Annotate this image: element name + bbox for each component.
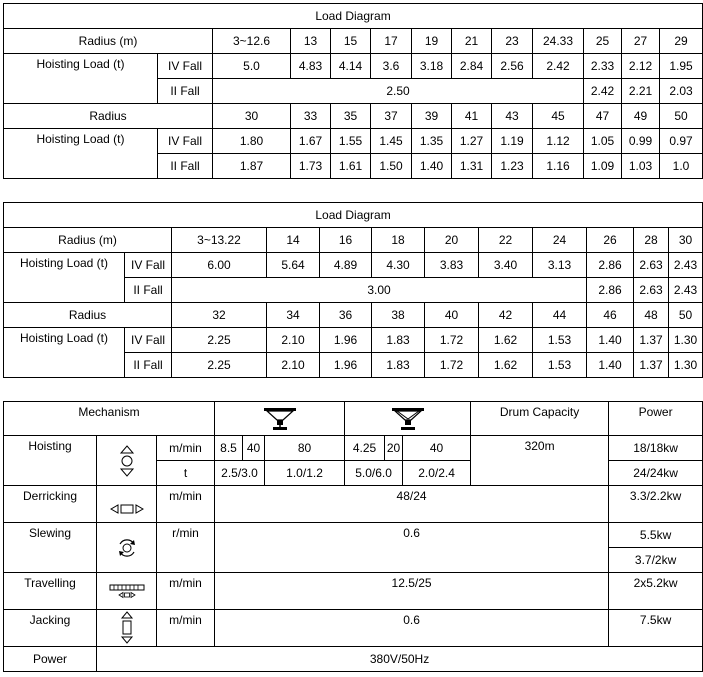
load-cell: 1.62 xyxy=(479,328,533,353)
hoist-load-cell: 2.5/3.0 xyxy=(215,461,265,486)
radius-cell: 23 xyxy=(492,29,533,54)
hoisting-load-label: Hoisting Load (t) xyxy=(4,129,158,179)
radius-cell: 22 xyxy=(479,228,533,253)
load-cell: 4.83 xyxy=(291,54,331,79)
hoisting-label: Hoisting xyxy=(4,436,97,486)
radius-cell: 3~12.6 xyxy=(213,29,291,54)
hoist-speed-cell: 40 xyxy=(403,436,471,461)
load-cell: 2.86 xyxy=(587,253,634,278)
radius-cell: 17 xyxy=(371,29,412,54)
hoisting-load-label: Hoisting Load (t) xyxy=(4,54,158,104)
load-cell: 1.40 xyxy=(587,353,634,378)
load-cell: 1.50 xyxy=(371,154,412,179)
jacking-icon-cell xyxy=(97,610,157,647)
load-cell: 2.33 xyxy=(584,54,622,79)
radius-cell: 36 xyxy=(320,303,372,328)
radius-cell: 16 xyxy=(320,228,372,253)
radius-cell: 47 xyxy=(584,104,622,129)
mechanism-table xyxy=(3,401,703,672)
radius-cell: 37 xyxy=(371,104,412,129)
jacking-unit: m/min xyxy=(157,610,215,647)
hoisting-icon-cell xyxy=(97,436,157,486)
load-cell: 3.83 xyxy=(425,253,479,278)
load-cell: 1.83 xyxy=(372,328,425,353)
load-cell: 1.72 xyxy=(425,328,479,353)
radius-cell: 34 xyxy=(267,303,320,328)
ii-fall-label: II Fall xyxy=(158,79,213,104)
drum-capacity-value: 320m xyxy=(471,436,609,486)
hoist-speed-cell: 4.25 xyxy=(345,436,385,461)
load-cell: 1.09 xyxy=(584,154,622,179)
load-cell: 1.72 xyxy=(425,353,479,378)
jacking-value: 0.6 xyxy=(215,610,609,647)
mechanism-header: Mechanism xyxy=(4,402,215,436)
radius-cell: 40 xyxy=(425,303,479,328)
radius-cell: 32 xyxy=(172,303,267,328)
radius-cell: 45 xyxy=(533,104,584,129)
radius-cell: 14 xyxy=(267,228,320,253)
iv-fall-label: IV Fall xyxy=(158,54,213,79)
load-cell-merged: 2.50 xyxy=(213,79,584,104)
hoisting-load-unit: t xyxy=(157,461,215,486)
drum-capacity-header: Drum Capacity xyxy=(471,402,609,436)
load-cell-merged: 3.00 xyxy=(172,278,587,303)
radius-cell: 44 xyxy=(533,303,587,328)
hoist-speed-cell: 20 xyxy=(385,436,403,461)
load-diagram-title: Load Diagram xyxy=(4,4,703,29)
derricking-label: Derricking xyxy=(4,486,97,523)
load-cell: 2.56 xyxy=(492,54,533,79)
load-cell: 2.86 xyxy=(587,278,634,303)
radius-cell: 33 xyxy=(291,104,331,129)
load-cell: 1.12 xyxy=(533,129,584,154)
radius-cell: 15 xyxy=(331,29,371,54)
hoist-load-cell: 2.0/2.4 xyxy=(403,461,471,486)
hoist-load-cell: 1.0/1.2 xyxy=(265,461,345,486)
hoist-arrows-icon xyxy=(119,444,135,478)
radius-cell: 39 xyxy=(412,104,452,129)
load-cell: 1.61 xyxy=(331,154,371,179)
jacking-icon xyxy=(120,611,134,645)
load-cell: 1.40 xyxy=(412,154,452,179)
radius-cell: 18 xyxy=(372,228,425,253)
load-cell: 3.13 xyxy=(533,253,587,278)
load-cell: 1.16 xyxy=(533,154,584,179)
radius-cell: 13 xyxy=(291,29,331,54)
radius-cell: 21 xyxy=(452,29,492,54)
radius-cell: 27 xyxy=(622,29,660,54)
iv-fall-label: IV Fall xyxy=(125,253,172,278)
radius-cell: 35 xyxy=(331,104,371,129)
load-cell: 2.10 xyxy=(267,328,320,353)
load-cell: 3.40 xyxy=(479,253,533,278)
load-cell: 4.89 xyxy=(320,253,372,278)
radius-label: Radius xyxy=(4,303,172,328)
derricking-icon-cell xyxy=(97,486,157,523)
radius-cell: 50 xyxy=(669,303,703,328)
ii-fall-label: II Fall xyxy=(125,278,172,303)
travelling-power: 2x5.2kw xyxy=(609,573,703,610)
load-cell: 5.64 xyxy=(267,253,320,278)
load-cell: 1.37 xyxy=(634,328,669,353)
iv-fall-label: IV Fall xyxy=(158,129,213,154)
load-cell: 1.62 xyxy=(479,353,533,378)
slewing-value: 0.6 xyxy=(215,523,609,573)
derricking-unit: m/min xyxy=(157,486,215,523)
travelling-unit: m/min xyxy=(157,573,215,610)
load-cell: 1.05 xyxy=(584,129,622,154)
hoisting-speed-unit: m/min xyxy=(157,436,215,461)
radius-cell: 3~13.22 xyxy=(172,228,267,253)
slewing-power-2: 3.7/2kw xyxy=(609,548,703,573)
travelling-icon xyxy=(109,583,145,599)
radius-cell: 25 xyxy=(584,29,622,54)
load-cell: 1.55 xyxy=(331,129,371,154)
radius-cell: 26 xyxy=(587,228,634,253)
load-cell: 1.19 xyxy=(492,129,533,154)
radius-cell: 48 xyxy=(634,303,669,328)
radius-cell: 24 xyxy=(533,228,587,253)
hoist-speed-cell: 8.5 xyxy=(215,436,243,461)
load-cell: 2.42 xyxy=(584,79,622,104)
jacking-power: 7.5kw xyxy=(609,610,703,647)
hoisting-load-label: Hoisting Load (t) xyxy=(4,328,125,378)
load-diagram-table-2 xyxy=(3,202,703,378)
hoist-load-cell: 5.0/6.0 xyxy=(345,461,403,486)
iv-fall-label: IV Fall xyxy=(125,328,172,353)
load-cell: 1.0 xyxy=(660,154,703,179)
load-cell: 2.25 xyxy=(172,328,267,353)
load-cell: 3.6 xyxy=(371,54,412,79)
load-cell: 1.73 xyxy=(291,154,331,179)
load-cell: 1.30 xyxy=(669,353,703,378)
load-cell: 1.83 xyxy=(372,353,425,378)
load-cell: 2.12 xyxy=(622,54,660,79)
load-cell: 1.35 xyxy=(412,129,452,154)
load-cell: 4.30 xyxy=(372,253,425,278)
load-cell: 2.10 xyxy=(267,353,320,378)
load-cell: 1.96 xyxy=(320,353,372,378)
radius-cell: 50 xyxy=(660,104,703,129)
load-cell: 1.37 xyxy=(634,353,669,378)
radius-cell: 30 xyxy=(213,104,291,129)
load-cell: 2.84 xyxy=(452,54,492,79)
travelling-label: Travelling xyxy=(4,573,97,610)
power-value: 380V/50Hz xyxy=(97,647,703,672)
radius-label: Radius xyxy=(4,104,213,129)
power-label: Power xyxy=(4,647,97,672)
load-cell: 1.53 xyxy=(533,353,587,378)
load-cell: 1.45 xyxy=(371,129,412,154)
load-cell: 1.53 xyxy=(533,328,587,353)
ii-fall-label: II Fall xyxy=(125,353,172,378)
load-cell: 2.43 xyxy=(669,253,703,278)
load-cell: 1.95 xyxy=(660,54,703,79)
hoisting-load-label: Hoisting Load (t) xyxy=(4,253,125,303)
load-cell: 2.03 xyxy=(660,79,703,104)
load-cell: 2.43 xyxy=(669,278,703,303)
load-cell: 2.25 xyxy=(172,353,267,378)
radius-cell: 46 xyxy=(587,303,634,328)
load-cell: 1.80 xyxy=(213,129,291,154)
load-cell: 6.00 xyxy=(172,253,267,278)
load-cell: 1.40 xyxy=(587,328,634,353)
derricking-power: 3.3/2.2kw xyxy=(609,486,703,523)
load-cell: 3.18 xyxy=(412,54,452,79)
radius-cell: 24.33 xyxy=(533,29,584,54)
radius-cell: 20 xyxy=(425,228,479,253)
load-cell: 1.03 xyxy=(622,154,660,179)
radius-cell: 49 xyxy=(622,104,660,129)
load-cell: 1.23 xyxy=(492,154,533,179)
load-cell: 2.63 xyxy=(634,278,669,303)
iv-fall-hook-header xyxy=(215,402,345,436)
load-cell: 4.14 xyxy=(331,54,371,79)
hoist-speed-cell: 40 xyxy=(243,436,265,461)
slewing-icon-cell xyxy=(97,523,157,573)
radius-cell: 28 xyxy=(634,228,669,253)
hook-iv-fall-icon xyxy=(263,406,297,432)
radius-cell: 42 xyxy=(479,303,533,328)
load-cell: 1.30 xyxy=(669,328,703,353)
load-cell: 1.27 xyxy=(452,129,492,154)
radius-cell: 43 xyxy=(492,104,533,129)
load-cell: 5.0 xyxy=(213,54,291,79)
radius-cell: 41 xyxy=(452,104,492,129)
load-cell: 0.99 xyxy=(622,129,660,154)
hoisting-power-1: 18/18kw xyxy=(609,436,703,461)
load-cell: 1.67 xyxy=(291,129,331,154)
jacking-label: Jacking xyxy=(4,610,97,647)
radius-cell: 19 xyxy=(412,29,452,54)
derricking-value: 48/24 xyxy=(215,486,609,523)
load-cell: 0.97 xyxy=(660,129,703,154)
hoisting-power-2: 24/24kw xyxy=(609,461,703,486)
travelling-value: 12.5/25 xyxy=(215,573,609,610)
load-diagram-title: Load Diagram xyxy=(4,203,703,228)
load-cell: 1.87 xyxy=(213,154,291,179)
ii-fall-label: II Fall xyxy=(158,154,213,179)
derricking-arrows-icon xyxy=(110,503,144,515)
ii-fall-hook-header xyxy=(345,402,471,436)
load-cell: 2.63 xyxy=(634,253,669,278)
load-cell: 1.96 xyxy=(320,328,372,353)
load-cell: 1.31 xyxy=(452,154,492,179)
slewing-unit: r/min xyxy=(157,523,215,573)
slewing-power-1: 5.5kw xyxy=(609,523,703,548)
slewing-label: Slewing xyxy=(4,523,97,573)
hoist-speed-cell: 80 xyxy=(265,436,345,461)
radius-cell: 29 xyxy=(660,29,703,54)
radius-label: Radius (m) xyxy=(4,228,172,253)
slewing-icon xyxy=(116,537,138,559)
radius-label: Radius (m) xyxy=(4,29,213,54)
hook-ii-fall-icon xyxy=(391,406,425,432)
power-header: Power xyxy=(609,402,703,436)
load-diagram-table-1 xyxy=(3,3,703,179)
load-cell: 2.21 xyxy=(622,79,660,104)
load-cell: 2.42 xyxy=(533,54,584,79)
radius-cell: 38 xyxy=(372,303,425,328)
radius-cell: 30 xyxy=(669,228,703,253)
travelling-icon-cell xyxy=(97,573,157,610)
